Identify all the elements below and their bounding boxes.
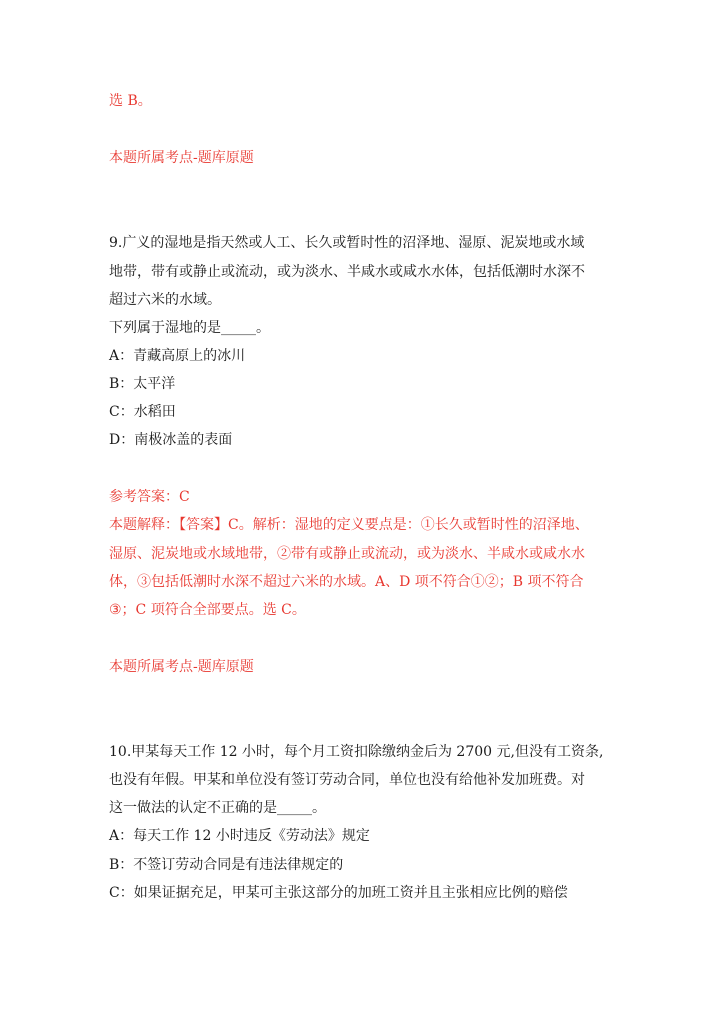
q9-explanation-line: ③；C 项符合全部要点。选 C。	[109, 602, 306, 618]
q10-option-b: B：不签订劳动合同是有违法律规定的	[109, 857, 344, 873]
q10-stem-line: 10.甲某每天工作 12 小时，每个月工资扣除缴纳金后为 2700 元,但没有工资条,	[109, 744, 604, 760]
q9-explanation-line: 体，③包括低潮时水深不超过六米的水域。A、D 项不符合①②；B 项不符合	[109, 574, 584, 590]
q9-answer: 参考答案：C	[109, 489, 190, 505]
q9-source-note: 本题所属考点-题库原题	[109, 659, 254, 675]
q9-explanation-line: 本题解释：【答案】C。解析：湿地的定义要点是：①长久或暂时性的沼泽地、	[109, 517, 589, 533]
q9-option-b: B：太平洋	[109, 376, 176, 392]
q9-stem-line: 超过六米的水域。	[109, 292, 221, 308]
q9-question: 下列属于湿地的是_____。	[109, 320, 270, 336]
q10-option-a: A：每天工作 12 小时违反《劳动法》规定	[109, 828, 370, 844]
q9-stem-line: 地带，带有或静止或流动，或为淡水、半咸水或咸水水体，包括低潮时水深不	[109, 264, 585, 280]
q9-option-c: C：水稻田	[109, 404, 176, 420]
q10-option-c: C：如果证据充足，甲某可主张这部分的加班工资并且主张相应比例的赔偿	[109, 885, 568, 901]
prev-answer-tail: 选 B。	[109, 93, 152, 109]
q10-stem-line: 这一做法的认定不正确的是_____。	[109, 800, 326, 816]
q9-option-d: D：南极冰盖的表面	[109, 432, 233, 448]
q9-stem-line: 9.广义的湿地是指天然或人工、长久或暂时性的沼泽地、湿原、泥炭地或水域	[109, 235, 585, 251]
q9-explanation-line: 湿原、泥炭地或水域地带，②带有或静止或流动，或为淡水、半咸水或咸水水	[109, 546, 585, 562]
q10-stem-line: 也没有年假。甲某和单位没有签订劳动合同，单位也没有给他补发加班费。对	[109, 772, 585, 788]
q9-option-a: A：青藏高原上的冰川	[109, 348, 246, 364]
prev-source-note: 本题所属考点-题库原题	[109, 150, 254, 166]
